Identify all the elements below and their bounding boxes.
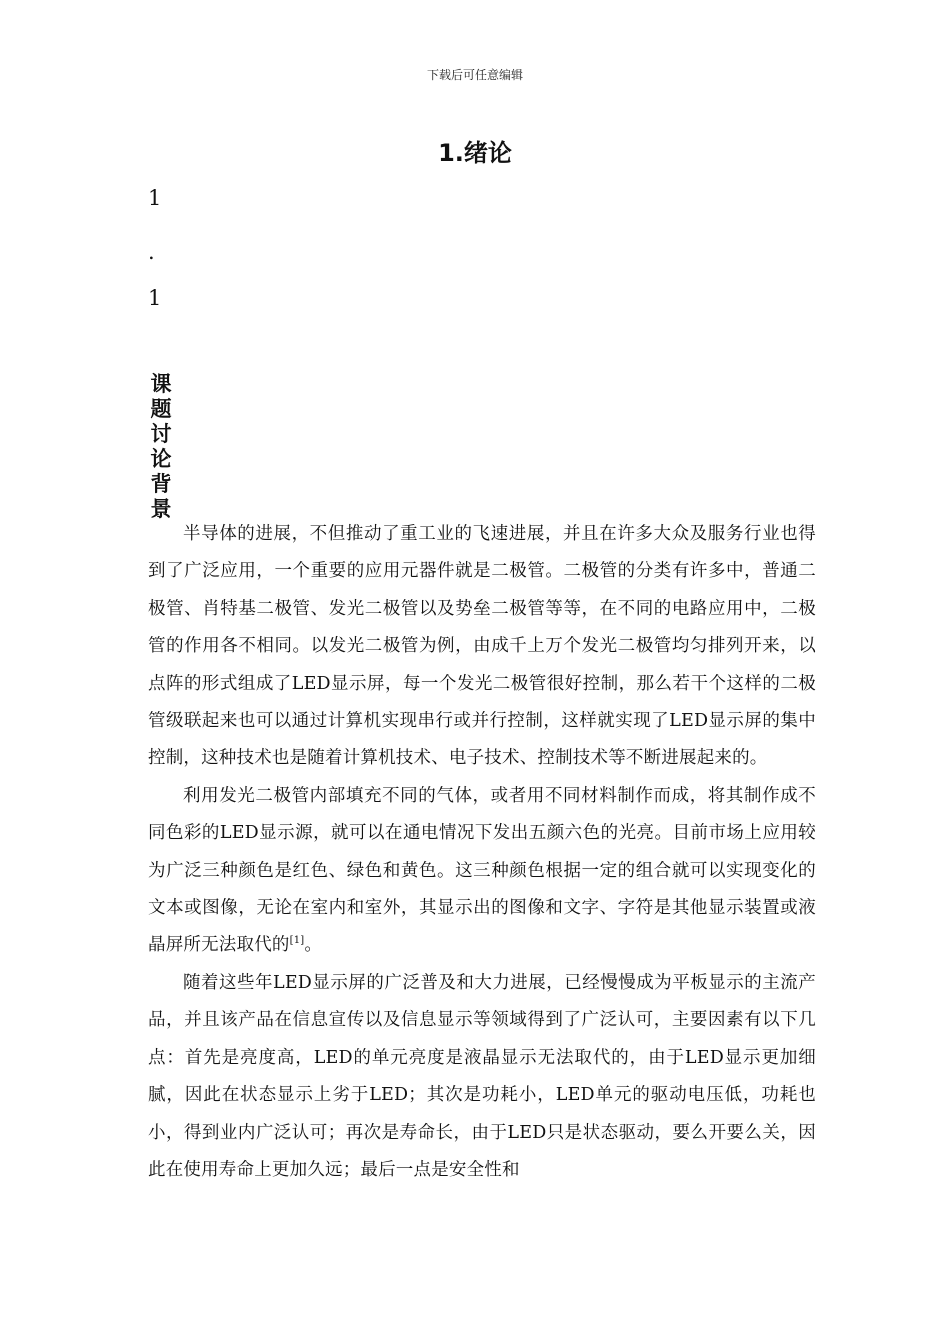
page-header-note: 下载后可任意编辑 — [426, 68, 523, 82]
body-paragraph — [148, 516, 816, 778]
body-paragraph — [148, 965, 816, 1189]
section-heading-vertical — [148, 372, 174, 522]
section-number-part-2: 1 — [148, 286, 162, 310]
paragraph-text: 随着这些年LED显示屏的广泛普及和大力进展，已经慢慢成为平板显示的主流产品，并且该产品在信息宣传以及信息显示等领域得到了广泛认可，主要因素有以下几点：首先是亮度高，LED的单元亮度是液晶显示无法取代的，由于LED显示更加细腻，因此在状态显示上劣于LED；其次是功耗小，LED单元的驱动电压低，功耗也小，得到业内广泛认可；再次是寿命长，由于LED只是状态驱动，要么开要么关，因此在使用寿命上更加久远；最后一点是安全性和 — [148, 972, 816, 1180]
section-heading-char: 课 — [150, 372, 172, 396]
section-number-part-1: 1 — [148, 186, 162, 210]
section-heading-char: 讨 — [150, 422, 172, 446]
paragraph-tail: 。 — [304, 935, 323, 956]
section-heading-char: 题 — [150, 397, 172, 421]
body-text — [148, 516, 816, 1189]
body-paragraph — [148, 778, 816, 965]
paragraph-text: 半导体的进展，不但推动了重工业的飞速进展，并且在许多大众及服务行业也得到了广泛应用，一个重要的应用元器件就是二极管。二极管的分类有许多中，普通二极管、肖特基二极管、发光二极管以及势垒二极管等等，在不同的电路应用中，二极管的作用各不相同。以发光二极管为例，由成千上万个发光二极管均匀排列开来，以点阵的形式组成了LED显示屏，每一个发光二极管很好控制，那么若干个这样的二极管级联起来也可以通过计算机实现串行或并行控制，这样就实现了LED显示屏的集中控制，这种技术也是随着计算机技术、电子技术、控制技术等不断进展起来的。 — [148, 524, 816, 769]
section-heading-char: 景 — [150, 497, 172, 521]
paragraph-text: 利用发光二极管内部填充不同的气体，或者用不同材料制作而成，将其制作成不同色彩的LED显示源，就可以在通电情况下发出五颜六色的光亮。目前市场上应用较为广泛三种颜色是红色、绿色和黄色。这三种颜色根据一定的组合就可以实现变化的文本或图像，无论在室内和室外，其显示出的图像和文字、字符是其他显示装置或液晶屏所无法取代的 — [148, 785, 816, 956]
section-heading-char: 论 — [150, 447, 172, 471]
citation-reference: [1] — [289, 935, 305, 947]
chapter-title: 1.绪论 — [438, 139, 512, 167]
section-heading-char: 背 — [150, 472, 172, 496]
section-number-dot: . — [148, 240, 155, 264]
